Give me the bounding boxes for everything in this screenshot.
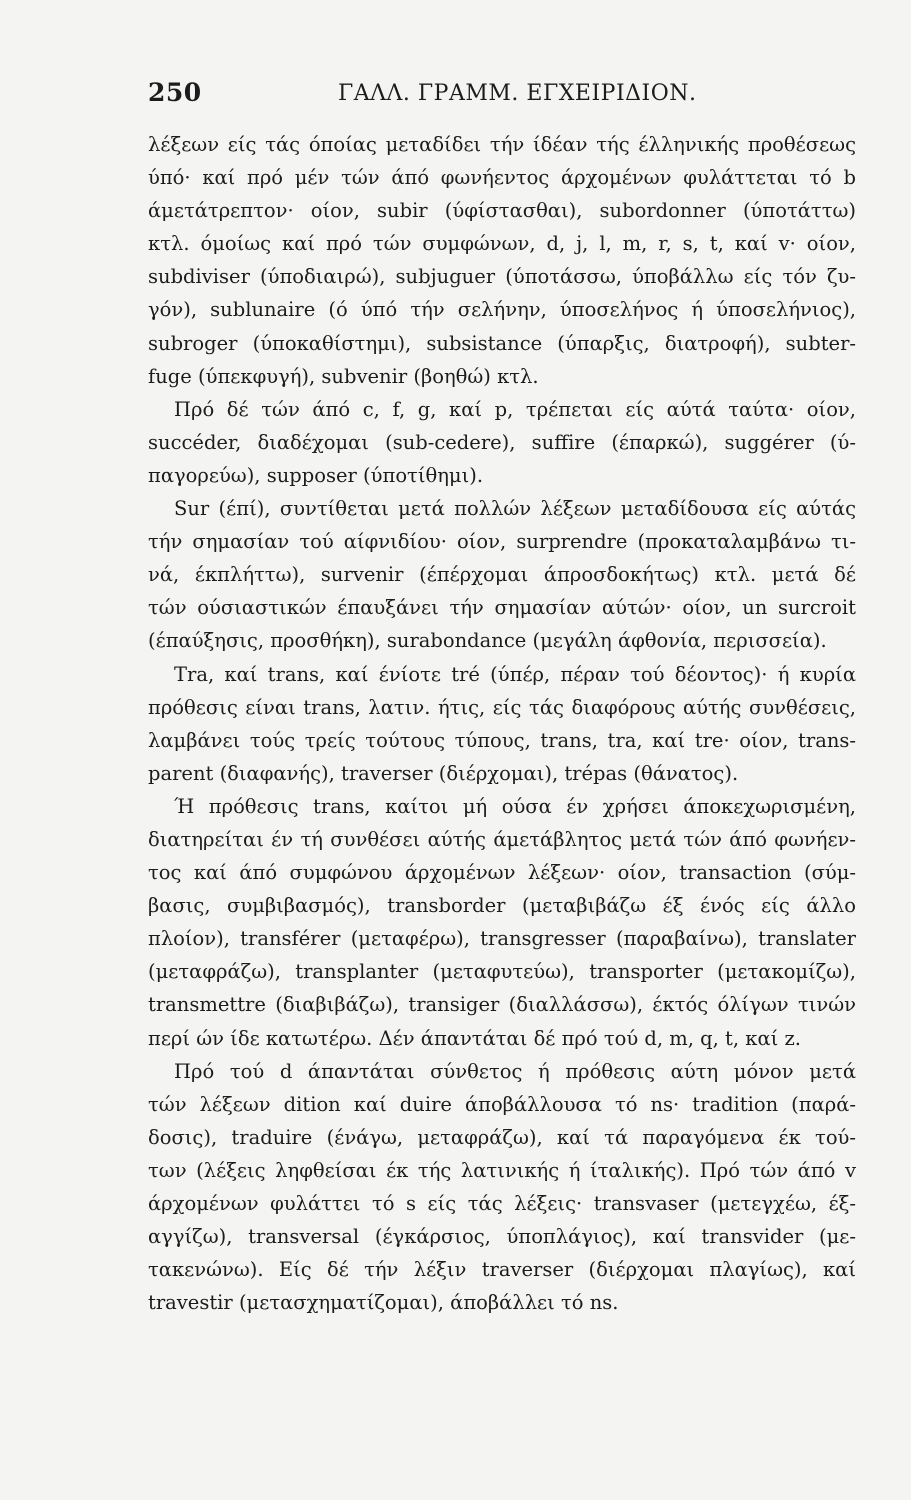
text-line: parent (διαφανής), traverser (διέρχομαι), trépas (θάνατος). [148, 761, 739, 785]
text-line: (μεταφράζω), transplanter (μεταφυτεύω), transporter (μετακομίζω), [148, 960, 856, 984]
text-line: πλοίον), transférer (μεταφέρω), transgresser (παραβαίνω), translater [148, 927, 856, 951]
text-line: Ή πρόθεσις trans, καίτοι μή ούσα έν χρήσει άποκεχωρισμένη, [174, 794, 856, 818]
text-line: transmettre (διαβιβάζω), transiger (διαλλάσσω), έκτός όλίγων τινών [148, 993, 856, 1017]
text-line: fuge (ύπεκφυγή), subvenir (βοηθώ) κτλ. [148, 364, 539, 388]
text-line: παγορεύω), supposer (ύποτίθημι). [148, 463, 484, 487]
text-line: αγγίζω), transversal (έγκάρσιος, ύποπλάγιος), καί transvider (με- [148, 1225, 856, 1249]
text-line: subroger (ύποκαθίστημι), subsistance (ύπαρξις, διατροφή), subter- [148, 331, 856, 355]
text-line: (έπαύξησις, προσθήκη), surabondance (μεγάλη άφθονία, περισσεία). [148, 629, 827, 653]
text-line: των (λέξεις ληφθείσαι έκ τής λατινικής ή ίταλικής). Πρό τών άπό v [148, 1158, 856, 1182]
text-line: περί ών ίδε κατωτέρω. Δέν άπαντάται δέ πρό τού d, m, q, t, καί z. [148, 1026, 801, 1050]
text-line: succéder, διαδέχομαι (sub-cedere), suffire (έπαρκώ), suggérer (ύ- [148, 430, 856, 454]
text-line: βασις, συμβιβασμός), transborder (μεταβιβάζω έξ ένός είς άλλο [148, 894, 856, 918]
text-line: πρόθεσις είναι trans, λατιν. ήτις, είς τάς διαφόρους αύτής συνθέσεις, [148, 695, 856, 719]
text-line: λαμβάνει τούς τρείς τούτους τύπους, trans, tra, καί tre· οίον, trans- [148, 728, 856, 752]
text-line: ύπό· καί πρό μέν τών άπό φωνήεντος άρχομένων φυλάττεται τό b [148, 166, 856, 190]
running-title: ΓΑΛΛ. ΓΡΑΜΜ. ΕΓΧΕΙΡΙΔΙΟΝ. [338, 81, 697, 106]
text-line: τακενώνω). Είς δέ τήν λέξιν traverser (διέρχομαι πλαγίως), καί [148, 1258, 856, 1282]
text-line: Πρό δέ τών άπό c, f, g, καί p, τρέπεται είς αύτά ταύτα· οίον, [174, 397, 856, 421]
text-line: λέξεων είς τάς όποίας μεταδίδει τήν ίδέαν τής έλληνικής προθέσεως [148, 133, 856, 156]
text-line: δοσις), traduire (ένάγω, μεταφράζω), καί τά παραγόμενα έκ τού- [148, 1125, 856, 1149]
text-line: τος καί άπό συμφώνου άρχομένων λέξεων· οίον, transaction (σύμ- [148, 861, 856, 885]
text-line: τών ούσιαστικών έπαυξάνει τήν σημασίαν αύτών· οίον, un surcroit [148, 596, 856, 620]
text-line: άμετάτρεπτον· οίον, subir (ύφίστασθαι), subordonner (ύποτάττω) [148, 199, 856, 223]
text-line: νά, έκπλήττω), survenir (έπέρχομαι άπροσδοκήτως) κτλ. μετά δέ [148, 563, 856, 587]
text-line: άρχομένων φυλάττει τό s είς τάς λέξεις· transvaser (μετεγχέω, έξ- [148, 1192, 856, 1215]
text-line: κτλ. όμοίως καί πρό τών συμφώνων, d, j, l, m, r, s, t, καί v· οίον, [148, 232, 856, 256]
text-line: travestir (μετασχηματίζομαι), άποβάλλει τό ns. [148, 1291, 619, 1315]
page-header [148, 78, 860, 118]
text-line: Sur (έπί), συντίθεται μετά πολλών λέξεων μεταδίδουσα είς αύτάς [174, 497, 856, 521]
text-line: Πρό τού d άπαντάται σύνθετος ή πρόθεσις αύτη μόνον μετά [174, 1059, 856, 1083]
page-number: 250 [148, 78, 202, 107]
text-line: subdiviser (ύποδιαιρώ), subjuguer (ύποτάσσω, ύποβάλλω είς τόν ζυ- [148, 265, 856, 289]
text-line: Tra, καί trans, καί ένίοτε tré (ύπέρ, πέραν τού δέοντος)· ή κυρία [174, 662, 856, 686]
text-line: διατηρείται έν τή συνθέσει αύτής άμετάβλητος μετά τών άπό φωνήεν- [148, 827, 856, 851]
text-line: γόν), sublunaire (ό ύπό τήν σελήνην, ύποσελήνος ή ύποσελήνιος), [148, 298, 856, 322]
text-line: τήν σημασίαν τού αίφνιδίου· οίον, surprendre (προκαταλαμβάνω τι- [148, 530, 856, 554]
text-line: τών λέξεων dition καί duire άποβάλλουσα τό ns· tradition (παρά- [148, 1092, 856, 1116]
body-text [148, 128, 856, 1319]
